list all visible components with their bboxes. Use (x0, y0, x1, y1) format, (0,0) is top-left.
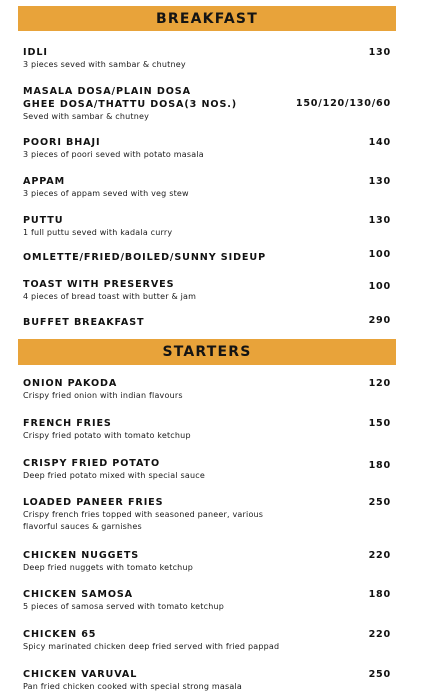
item-description: 3 pieces of appam seved with veg stew (23, 189, 189, 198)
menu-item (23, 628, 391, 653)
item-name: CHICKEN 65 (23, 629, 97, 640)
item-price: 250 (368, 497, 391, 508)
item-name: MASALA DOSA/PLAIN DOSA (23, 86, 191, 97)
menu-item (23, 496, 391, 533)
item-price: 150 (368, 418, 391, 429)
menu-item (23, 214, 391, 239)
item-price: 250 (368, 669, 391, 680)
item-description: Deep fried nuggets with tomato ketchup (23, 563, 194, 572)
item-price: 150/120/130/60 (295, 98, 391, 109)
item-description-line-2: flavorful sauces & garnishes (23, 522, 142, 531)
menu-item (23, 278, 391, 303)
item-price: 290 (368, 315, 391, 326)
item-name: ONION PAKODA (23, 378, 118, 389)
item-price: 130 (368, 47, 391, 58)
item-description: 5 pieces of samosa served with tomato ketchup (23, 602, 225, 611)
starters-header (18, 339, 396, 365)
menu-item (23, 417, 391, 442)
item-name: POORI BHAJI (23, 137, 101, 148)
menu-item (23, 85, 391, 123)
item-name: LOADED PANEER FRIES (23, 497, 164, 508)
item-name: TOAST WITH PRESERVES (23, 279, 175, 290)
menu-item (23, 316, 391, 329)
item-price: 100 (368, 249, 391, 260)
item-description: Deep fried potato mixed with special sauce (23, 471, 205, 480)
item-description: Seved with sambar & chutney (23, 112, 150, 121)
item-price: 140 (368, 137, 391, 148)
item-name: CRISPY FRIED POTATO (23, 458, 161, 469)
item-price: 220 (368, 550, 391, 561)
breakfast-title: BREAKFAST (156, 10, 258, 27)
item-name: APPAM (23, 176, 66, 187)
menu-item (23, 175, 391, 200)
item-description: 1 full puttu seved with kadala curry (23, 228, 173, 237)
item-description: 4 pieces of bread toast with butter & jam (23, 292, 197, 301)
item-price: 180 (368, 460, 391, 471)
item-name: BUFFET BREAKFAST (23, 317, 145, 328)
item-name: CHICKEN VARUVAL (23, 669, 138, 680)
item-price: 130 (368, 176, 391, 187)
menu-item (23, 46, 391, 71)
item-description: Crispy fried onion with indian flavours (23, 391, 183, 400)
item-name: PUTTU (23, 215, 64, 226)
item-price: 180 (368, 589, 391, 600)
item-name: CHICKEN SAMOSA (23, 589, 134, 600)
menu-item (23, 668, 391, 693)
item-price: 220 (368, 629, 391, 640)
menu-item (23, 588, 391, 613)
menu-item (23, 377, 391, 402)
item-price: 130 (368, 215, 391, 226)
item-description: Crispy french fries topped with seasoned paneer, various (23, 510, 264, 519)
item-name-line-2: GHEE DOSA/THATTU DOSA(3 NOS.) (23, 99, 238, 110)
item-description: Spicy marinated chicken deep fried served with fried pappad (23, 642, 280, 651)
item-name: IDLI (23, 47, 48, 58)
item-description: 3 pieces seved with sambar & chutney (23, 60, 186, 69)
item-description: Pan fried chicken cooked with special strong masala (23, 682, 242, 691)
menu-item (23, 549, 391, 574)
item-description: Crispy fried potato with tomato ketchup (23, 431, 191, 440)
item-name: OMLETTE/FRIED/BOILED/SUNNY SIDEUP (23, 252, 267, 263)
menu-item (23, 136, 391, 161)
menu-item (23, 457, 391, 482)
breakfast-header (18, 6, 396, 31)
item-name: FRENCH FRIES (23, 418, 112, 429)
menu-item (23, 251, 391, 264)
item-name: CHICKEN NUGGETS (23, 550, 140, 561)
item-price: 120 (368, 378, 391, 389)
starters-title: STARTERS (162, 344, 252, 360)
item-price: 100 (368, 281, 391, 292)
item-description: 3 pieces of poori seved with potato masala (23, 150, 204, 159)
